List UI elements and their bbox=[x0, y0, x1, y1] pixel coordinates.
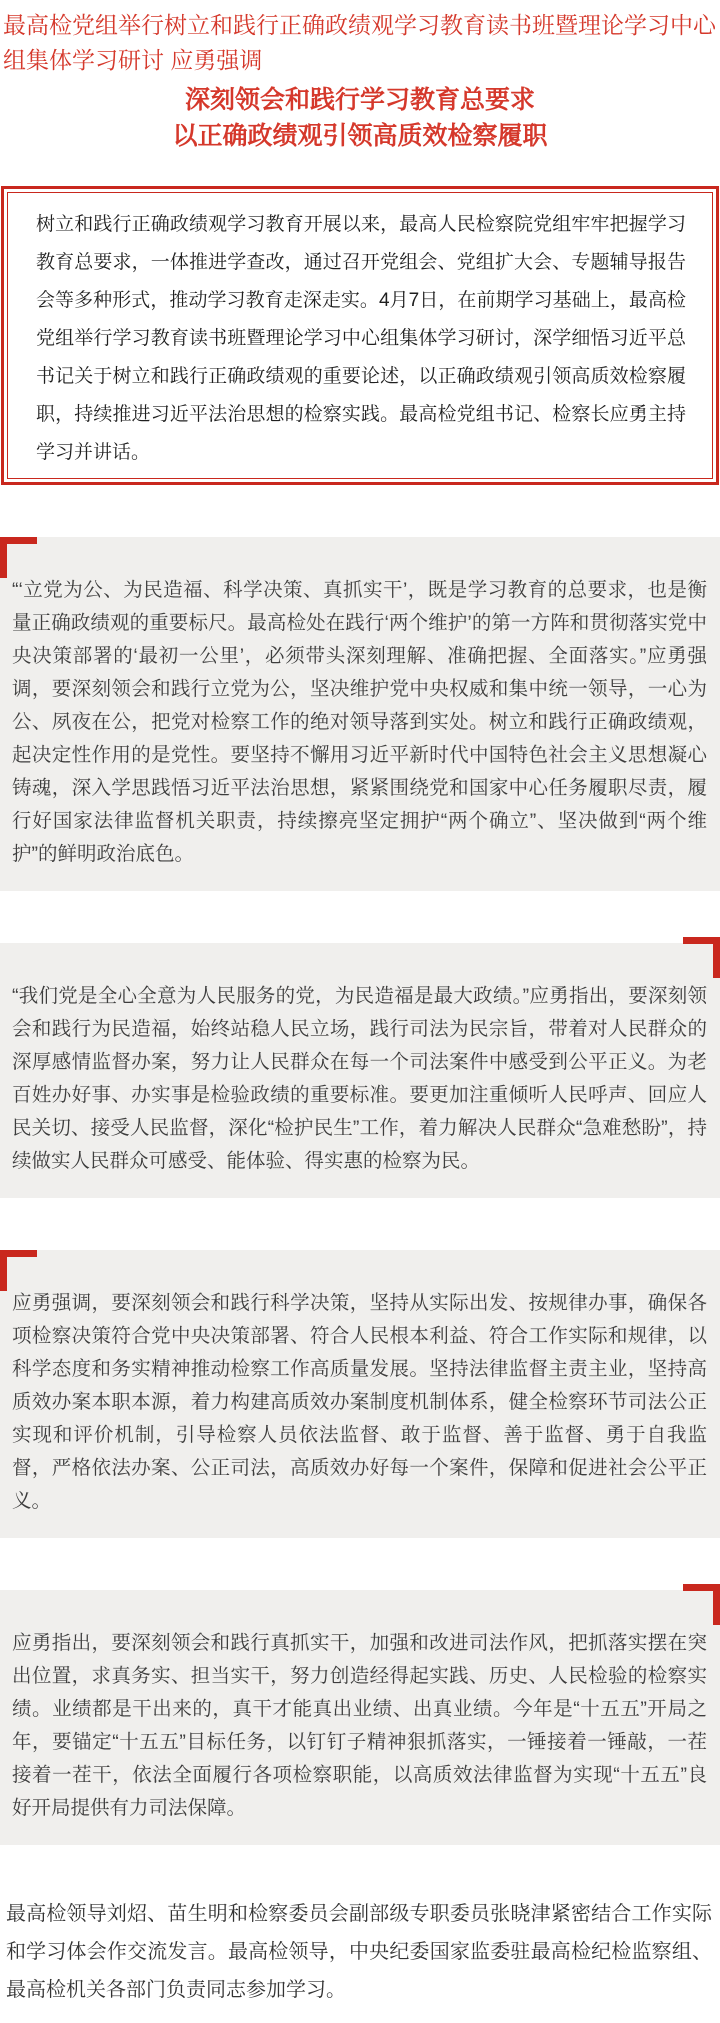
closing-paragraph: 最高检领导刘炤、苗生明和检察委员会副部级专职委员张晓津紧密结合工作实际和学习体会作交流发言。最高检领导，中央纪委国家监委驻最高检纪检监察组、最高检机关各部门负责同志参加学习。 bbox=[6, 1903, 712, 2001]
quote-section-4-paragraph: 应勇指出，要深刻领会和践行真抓实干，加强和改进司法作风，把抓落实摆在突出位置，求真务实、担当实干，努力创造经得起实践、历史、人民检验的检察实绩。业绩都是干出来的，真干才能真出业绩、出真业绩。今年是“十五五”开局之年，要锚定“十五五”目标任务，以钉钉子精神狠抓落实，一锤接着一锤敲，一茬接着一茬干，依法全面履行各项检察职能，以高质效法律监督为实现“十五五”良好开局提供有力司法保障。 bbox=[12, 1632, 707, 1819]
headline-line-2: 以正确政绩观引领高质效检察履职 bbox=[172, 122, 548, 150]
corner-accent-icon bbox=[0, 537, 37, 578]
quote-section-4 bbox=[0, 1590, 720, 1845]
quote-section-2-paragraph: “我们党是全心全意为人民服务的党，为民造福是最大政绩。”应勇指出，要深刻领会和践行为民造福，始终站稳人民立场，践行司法为民宗旨，带着对人民群众的深厚感情监督办案，努力让人民群众在每一个司法案件中感受到公平正义。为老百姓办好事、办实事是检验政绩的重要标准。要更加注重倾听人民呼声、回应人民关切、接受人民监督，深化“检护民生”工作，着力解决人民群众“急难愁盼”，持续做实人民群众可感受、能体验、得实惠的检察为民。 bbox=[12, 985, 707, 1172]
intro-highlight-box bbox=[1, 186, 719, 485]
headline-line-1: 深刻领会和践行学习教育总要求 bbox=[184, 86, 535, 114]
quote-section-3 bbox=[0, 1250, 720, 1538]
article-page bbox=[0, 8, 720, 2023]
corner-accent-icon bbox=[0, 1250, 37, 1291]
quote-section-1-paragraph: “‘立党为公、为民造福、科学决策、真抓实干’，既是学习教育的总要求，也是衡量正确政绩观的重要标尺。最高检处在践行‘两个维护’的第一方阵和贯彻落实党中央决策部署的‘最初一公里’，必须带头深刻理解、准确把握、全面落实。”应勇强调，要深刻领会和践行立党为公，坚决维护党中央权威和集中统一领导，一心为公、夙夜在公，把党对检察工作的绝对领导落到实处。树立和践行正确政绩观，起决定性作用的是党性。要坚持不懈用习近平新时代中国特色社会主义思想凝心铸魂，深入学思践悟习近平法治思想，紧紧围绕党和国家中心任务履职尽责，履行好国家法律监督机关职责，持续擦亮坚定拥护“两个确立”、坚决做到“两个维护”的鲜明政治底色。 bbox=[12, 579, 707, 865]
quote-section-1 bbox=[0, 537, 720, 891]
corner-accent-icon bbox=[683, 1584, 720, 1625]
quote-section-3-paragraph: 应勇强调，要深刻领会和践行科学决策，坚持从实际出发、按规律办事，确保各项检察决策符合党中央决策部署、符合人民根本利益、符合工作实际和规律，以科学态度和务实精神推动检察工作高质量发展。坚持法律监督主责主业，坚持高质效办案本职本源，着力构建高质效办案制度机制体系，健全检察环节司法公正实现和评价机制，引导检察人员依法监督、敢于监督、善于监督、勇于自我监督，严格依法办案、公正司法，高质效办好每一个案件，保障和促进社会公平正义。 bbox=[12, 1292, 707, 1512]
article-headline bbox=[0, 82, 720, 154]
article-kicker: 最高检党组举行树立和践行正确政绩观学习教育读书班暨理论学习中心组集体学习研讨 应勇强调 bbox=[3, 12, 716, 73]
intro-paragraph: 树立和践行正确政绩观学习教育开展以来，最高人民检察院党组牢牢把握学习教育总要求，一体推进学查改，通过召开党组会、党组扩大会、专题辅导报告会等多种形式，推动学习教育走深走实。4月7日，在前期学习基础上，最高检党组举行学习教育读书班暨理论学习中心组集体学习研讨，深学细悟习近平总书记关于树立和践行正确政绩观的重要论述，以正确政绩观引领高质效检察履职，持续推进习近平法治思想的检察实践。最高检党组书记、检察长应勇主持学习并讲话。 bbox=[36, 214, 686, 463]
quote-section-2 bbox=[0, 943, 720, 1198]
intro-highlight-box-inner bbox=[7, 192, 713, 479]
corner-accent-icon bbox=[683, 937, 720, 978]
